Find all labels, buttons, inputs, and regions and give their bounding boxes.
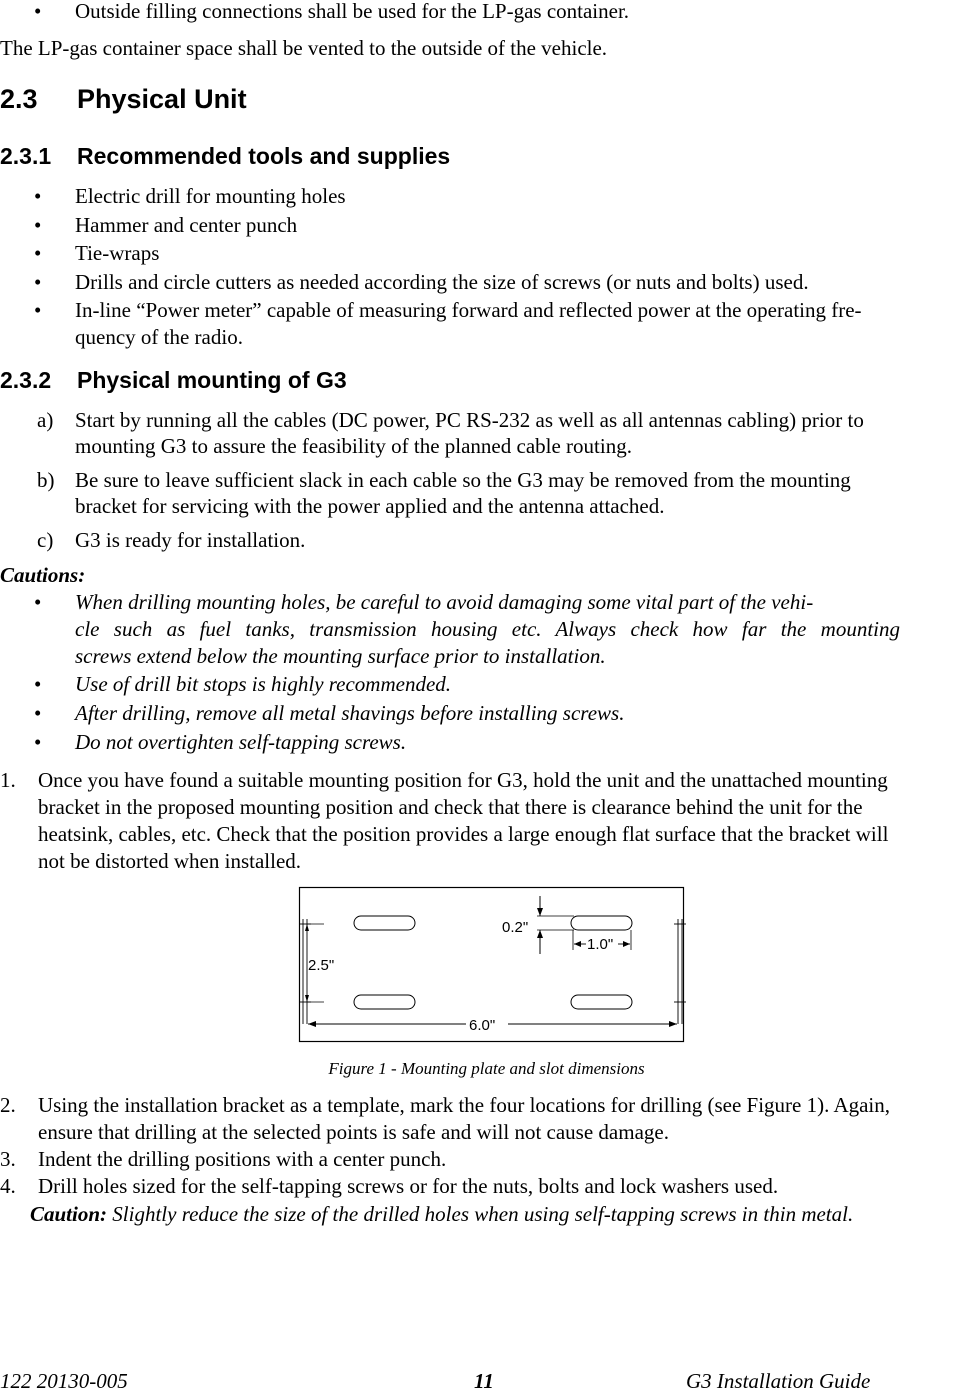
section-2-3-title: Physical Unit (77, 84, 247, 114)
caution-text: cle such as fuel tanks, transmission housing etc. Always check how far the mounting (75, 617, 900, 641)
dim-height-label: 2.5" (308, 957, 335, 974)
vent-paragraph: The LP-gas container space shall be vented to the outside of the vehicle. (0, 36, 608, 60)
step-line: Start by running all the cables (DC power, PC RS-232 as well as all antennas cabling) prior to (75, 408, 864, 432)
dim-slot-length-label: 1.0" (587, 936, 614, 953)
caution-text: Use of drill bit stops is highly recommended. (75, 672, 452, 696)
step-number: 1. (0, 768, 16, 792)
caution-text: When drilling mounting holes, be careful to avoid damaging some vital part of the vehi- (75, 590, 814, 614)
footer-doc-number: 122 20130-005 (0, 1369, 128, 1393)
mounting-slot (571, 995, 632, 1009)
final-caution-label: Caution: (30, 1202, 108, 1226)
step-number: 3. (0, 1147, 16, 1171)
step-line: Indent the drilling positions with a center punch. (38, 1147, 447, 1171)
section-2-3-number: 2.3 (0, 84, 38, 114)
footer-page-number: 11 (474, 1369, 494, 1393)
final-caution (30, 1201, 853, 1228)
step-line: heatsink, cables, etc. Check that the position provides a large enough flat surface that the bracket will (38, 822, 889, 846)
step-line: mounting G3 to assure the feasibility of the planned cable routing. (75, 434, 632, 458)
caution-text: screws extend below the mounting surface prior to installation. (75, 644, 606, 668)
bullet-icon: • (34, 730, 42, 754)
step-line: Drill holes sized for the self-tapping screws or for the nuts, bolts and lock washers used. (38, 1174, 779, 1198)
section-2-3-2-number: 2.3.2 (0, 367, 52, 393)
bullet-icon: • (34, 590, 42, 614)
bullet-text: Hammer and center punch (75, 213, 298, 237)
step-line: Using the installation bracket as a template, mark the four locations for drilling (see Figure 1). Again, (38, 1093, 891, 1117)
step-line: not be distorted when installed. (38, 849, 302, 873)
bullet-icon: • (34, 701, 42, 725)
step-number: 4. (0, 1174, 16, 1198)
bullet-icon: • (34, 270, 42, 294)
bullet-text: Drills and circle cutters as needed according the size of screws (or nuts and bolts) used. (75, 270, 809, 294)
section-2-3-1-number: 2.3.1 (0, 143, 52, 169)
final-caution-text: Slightly reduce the size of the drilled holes when using self-tapping screws in thin metal. (107, 1202, 854, 1226)
bullet-icon: • (34, 672, 42, 696)
step-label: b) (37, 468, 55, 492)
dim-slot-gap-label: 0.2" (502, 919, 529, 936)
cautions-heading: Cautions: (0, 563, 86, 587)
mounting-slot (354, 995, 415, 1009)
bullet-icon: • (34, 213, 42, 237)
dim-width-label: 6.0" (469, 1017, 496, 1034)
step-line: Once you have found a suitable mounting position for G3, hold the unit and the unattached mounting (38, 768, 888, 792)
bullet-text: Tie-wraps (75, 241, 160, 265)
bullet-icon: • (34, 0, 42, 23)
mounting-plate-figure (296, 884, 690, 1044)
bullet-continuation: quency of the radio. (75, 325, 243, 349)
caution-text: Do not overtighten self-tapping screws. (75, 730, 407, 754)
bullet-text: In-line “Power meter” capable of measuring forward and reflected power at the operating fre- (75, 298, 862, 322)
step-label: c) (37, 528, 54, 552)
step-line: G3 is ready for installation. (75, 528, 306, 552)
figure-caption: Figure 1 - Mounting plate and slot dimensions (328, 1059, 645, 1078)
bullet-text: Outside filling connections shall be used for the LP-gas container. (75, 0, 630, 23)
step-line: bracket in the proposed mounting position and check that there is clearance behind the unit for the (38, 795, 863, 819)
bullet-icon: • (34, 184, 42, 208)
footer-guide-title: G3 Installation Guide (686, 1369, 871, 1393)
step-line: ensure that drilling at the selected points is safe and will not cause damage. (38, 1120, 669, 1144)
bullet-text: Electric drill for mounting holes (75, 184, 346, 208)
step-number: 2. (0, 1093, 16, 1117)
bullet-icon: • (34, 241, 42, 265)
step-line: Be sure to leave sufficient slack in each cable so the G3 may be removed from the mounting (75, 468, 851, 492)
section-2-3-2-title: Physical mounting of G3 (77, 367, 347, 393)
step-line: bracket for servicing with the power applied and the antenna attached. (75, 494, 665, 518)
mounting-slot (354, 916, 415, 930)
step-label: a) (37, 408, 54, 432)
mounting-slot (571, 916, 632, 930)
bullet-icon: • (34, 298, 42, 322)
caution-text: After drilling, remove all metal shavings before installing screws. (75, 701, 625, 725)
section-2-3-1-title: Recommended tools and supplies (77, 143, 451, 169)
